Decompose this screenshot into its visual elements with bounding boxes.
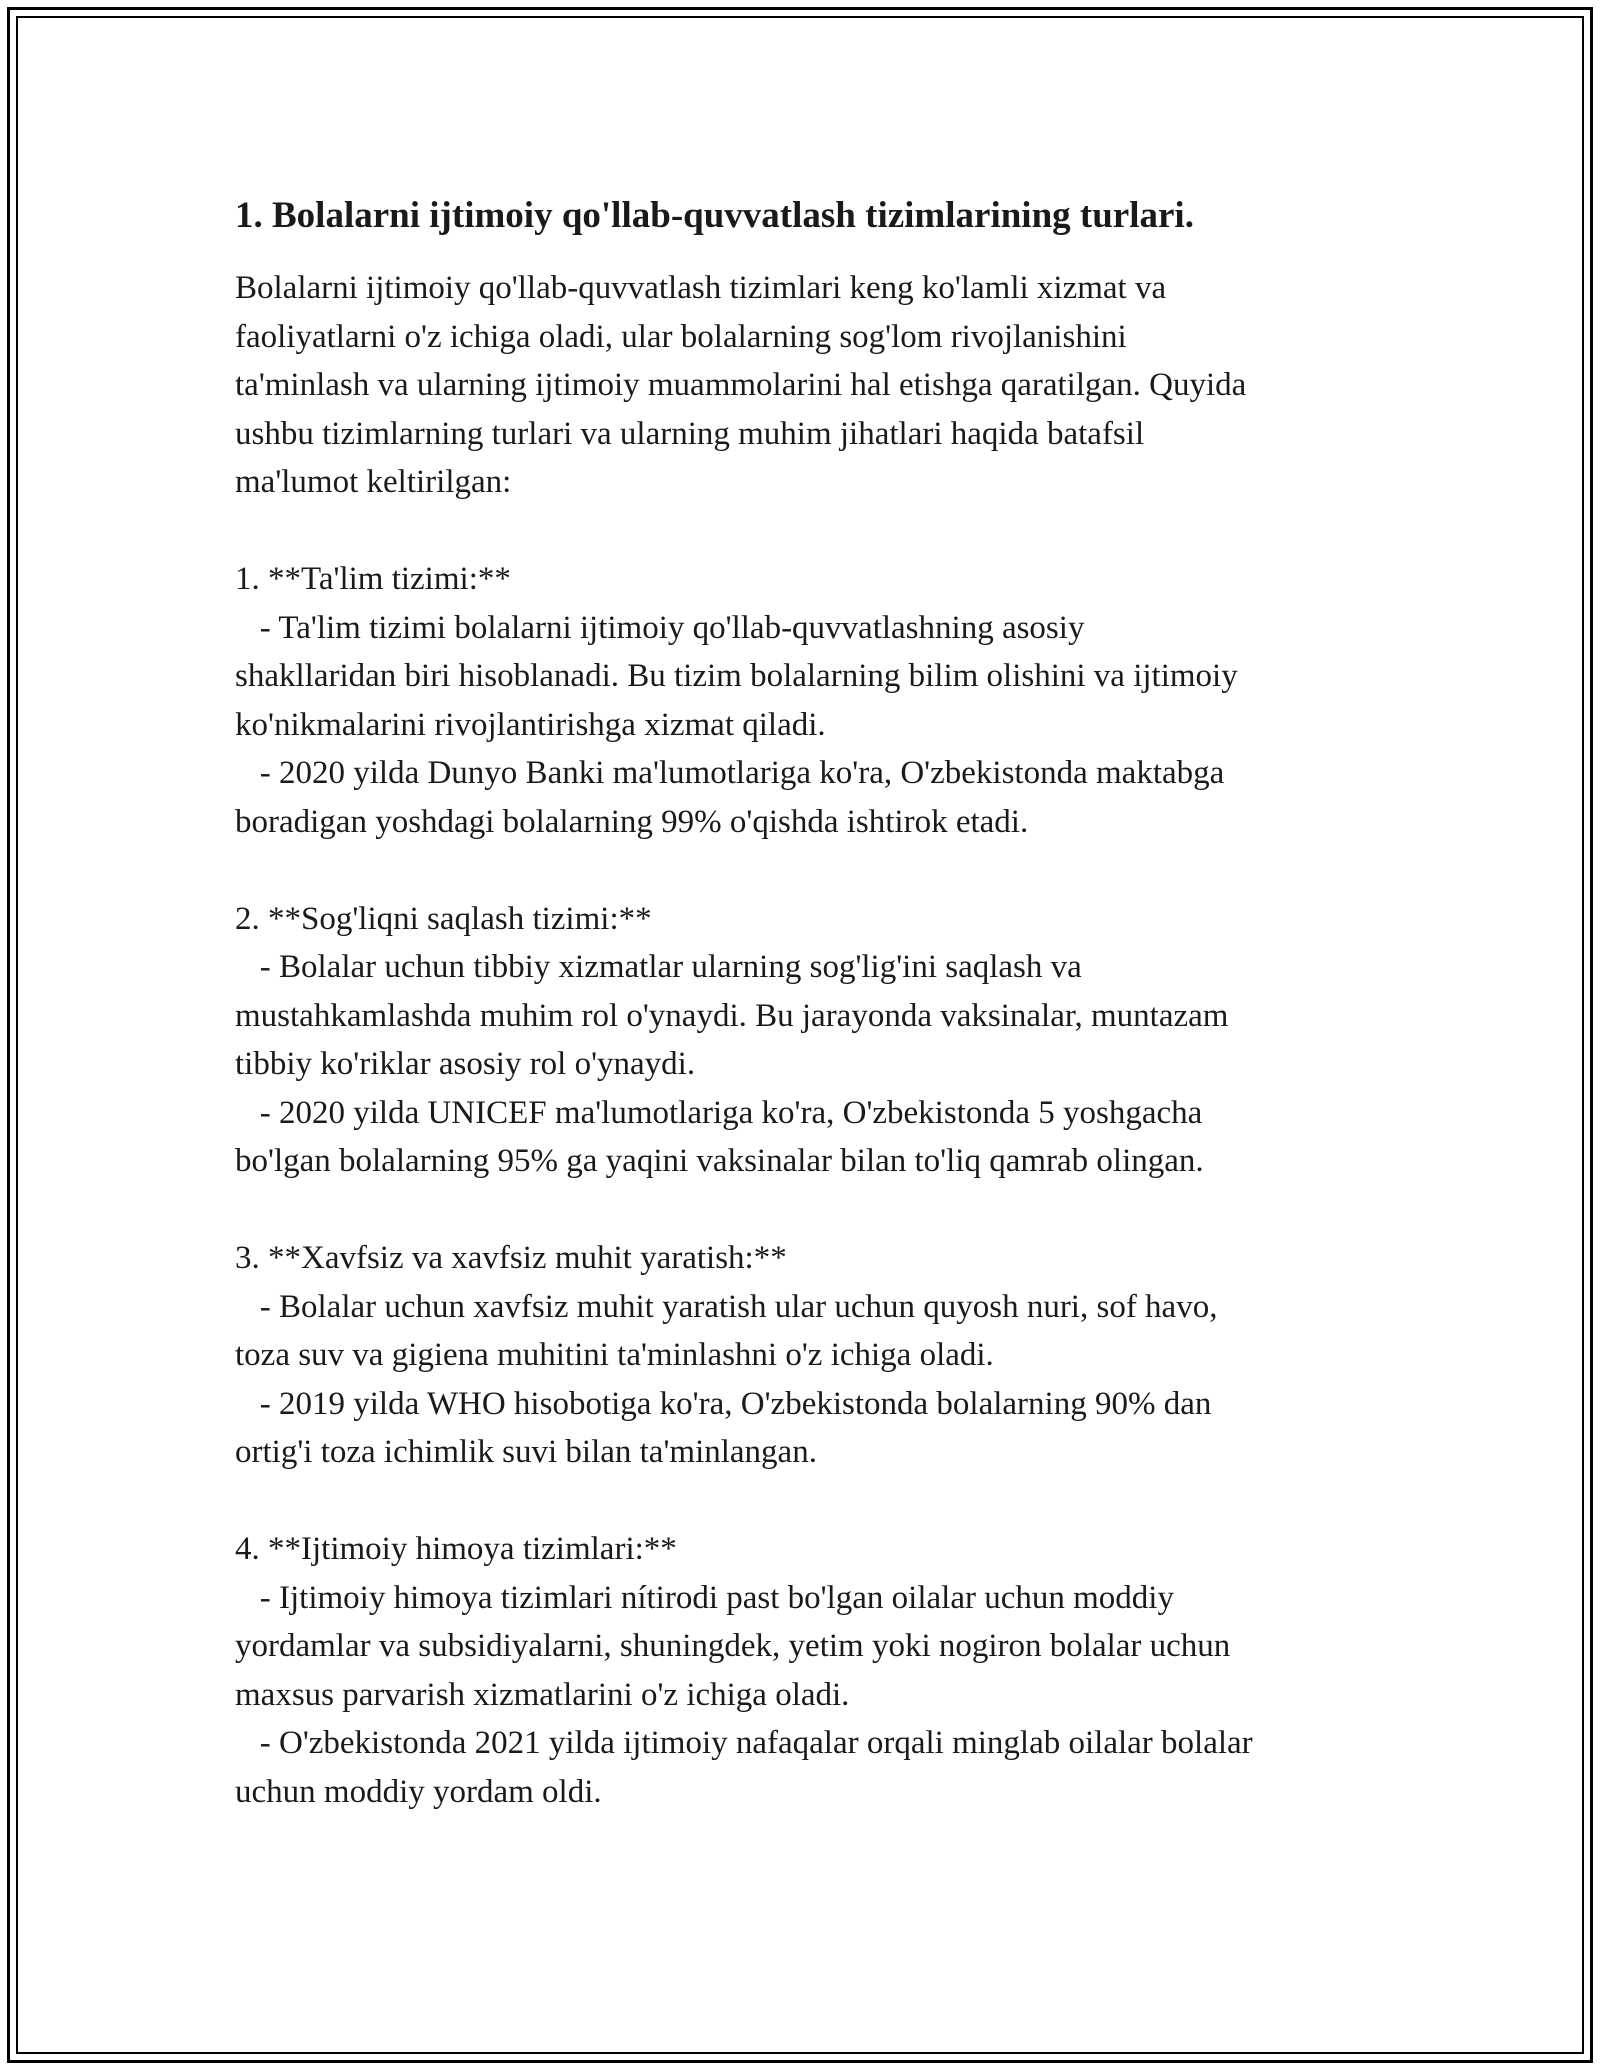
section-heading: 2. **Sog'liqni saqlash tizimi:** xyxy=(235,900,652,937)
document-title: 1. Bolalarni ijtimoiy qo'llab-quvvatlash tizimlarining turlari. xyxy=(235,195,1194,236)
section-education xyxy=(235,555,1385,846)
document-body xyxy=(235,192,1385,1816)
section-heading: 1. **Ta'lim tizimi:** xyxy=(235,561,511,597)
section-text: - Ijtimoiy himoya tizimlari nítirodi past bo'lgan oilalar uchun moddiy yordamlar va subsidiyalarni, shuningdek, yetim yoki nogiron bolalar uchun maxsus parvarish xizmatlarini o'z ichiga oladi. - O'zbekistonda 2021 yilda ijtimoiy nafaqalar orqali minglab oilalar bolalar uchun moddiy yordam oldi. xyxy=(235,1579,1253,1810)
section-text: - Ta'lim tizimi bolalarni ijtimoiy qo'llab-quvvatlashning asosiy shakllaridan biri hisoblanadi. Bu tizim bolalarning bilim olishini va ijtimoiy ko'nikmalarini rivojlantirishga xizmat qiladi. - 2020 yilda Dunyo Banki ma'lumotlariga ko'ra, O'zbekistonda maktabga boradigan yoshdagi bolalarning 99% o'qishda ishtirok etadi. xyxy=(235,609,1238,840)
section-text: - Bolalar uchun xavfsiz muhit yaratish ular uchun quyosh nuri, sof havo, toza suv va gigiena muhitini ta'minlashni o'z ichiga oladi. - 2019 yilda WHO hisobotiga ko'ra, O'zbekistonda bolalarning 90% dan ortig'i toza ichimlik suvi bilan ta'minlangan. xyxy=(235,1288,1218,1470)
intro-paragraph: Bolalarni ijtimoiy qo'llab-quvvatlash tizimlari keng ko'lamli xizmat va faoliyatlarni o'z ichiga oladi, ular bolalarning sog'lom rivojlanishini ta'minlash va ularning ijtimoiy muammolarini hal etishga qaratilgan. Quyida ushbu tizimlarning turlari va ularning muhim jihatlari haqida batafsil ma'lumot keltirilgan: xyxy=(235,270,1247,500)
section-safe-environment xyxy=(235,1234,1385,1477)
section-text: - Bolalar uchun tibbiy xizmatlar ularning sog'lig'ini saqlash va mustahkamlashda muhim rol o'ynaydi. Bu jarayonda vaksinalar, muntazam tibbiy ko'riklar asosiy rol o'ynaydi. - 2020 yilda UNICEF ma'lumotlariga ko'ra, O'zbekistonda 5 yoshgacha bo'lgan bolalarning 95% ga yaqini vaksinalar bilan to'liq qamrab olingan. xyxy=(235,949,1229,1179)
section-heading: 3. **Xavfsiz va xavfsiz muhit yaratish:** xyxy=(235,1240,787,1276)
section-healthcare xyxy=(235,895,1385,1186)
section-heading: 4. **Ijtimoiy himoya tizimlari:** xyxy=(235,1531,677,1567)
section-social-protection xyxy=(235,1525,1385,1816)
